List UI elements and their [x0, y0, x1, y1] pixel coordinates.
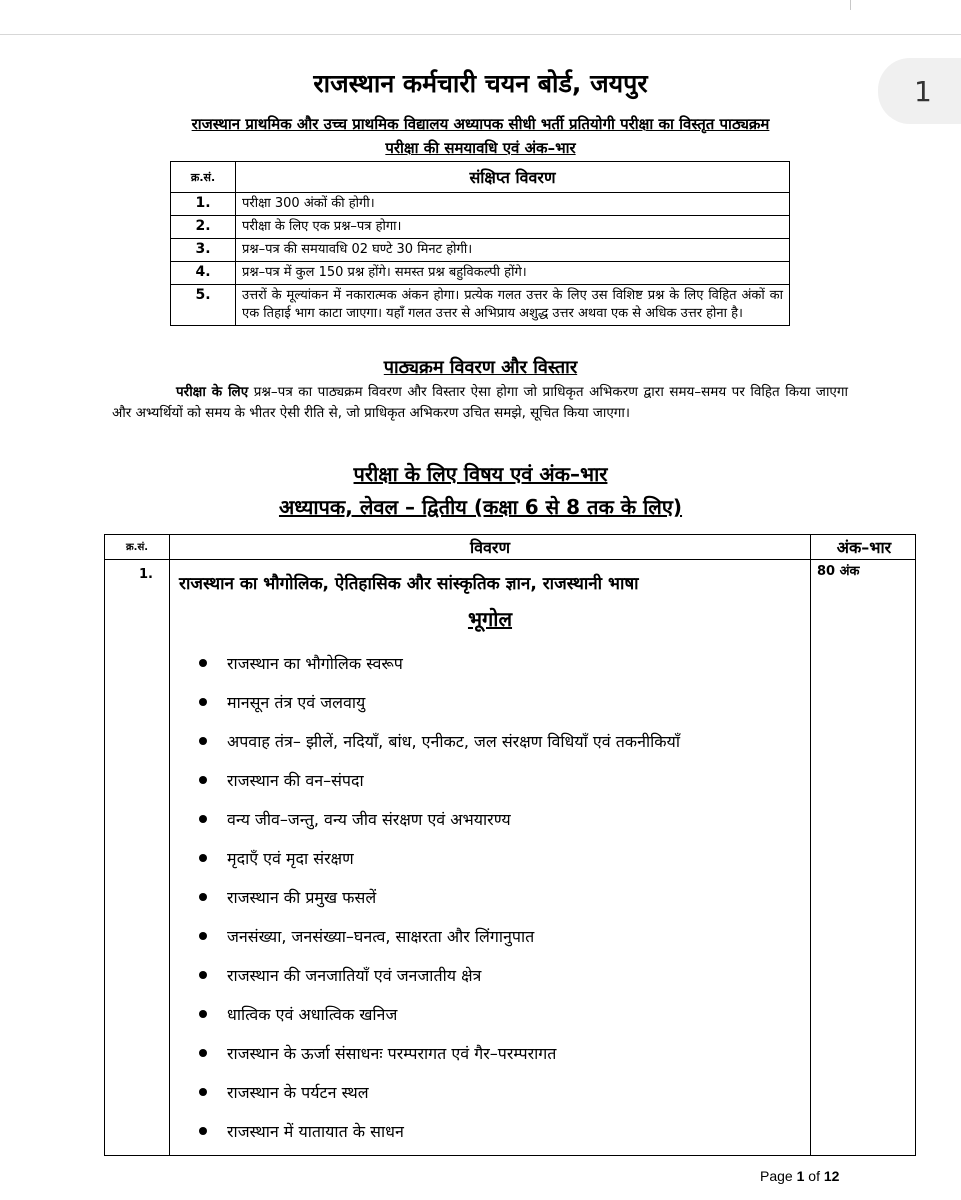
header-divider: [105, 559, 915, 560]
row-text: प्रश्न–पत्र में कुल 150 प्रश्न होंगे। समस्त प्रश्न बहुविकल्पी होंगे।: [236, 262, 790, 285]
footer-page-word: Page: [760, 1168, 797, 1184]
paragraph-body: प्रश्न–पत्र का पाठ्यक्रम विवरण और विस्तार ऐसा होगा जो प्राधिकृत अभिकरण द्वारा समय–समय पर विहित किया जाएगा और अभ्यर्थियों को समय के भीतर ऐसी रीति से, जो प्राधिकृत अभिकरण उचित समझे, सूचित किया जाएगा।: [112, 384, 848, 421]
row-text: प्रश्न–पत्र की समयावधि 02 घण्टे 30 मिनट होगी।: [236, 239, 790, 262]
row-serial: 1.: [171, 193, 236, 216]
bullet-icon: [199, 1127, 207, 1135]
table-row: [171, 216, 790, 239]
list-item: [199, 1111, 680, 1150]
exam-duration-heading: परीक्षा की समयावधि एवं अंक–भार: [385, 139, 576, 157]
level-heading: अध्यापक, लेवल – द्वितीय (कक्षा 6 से 8 तक के लिए): [278, 495, 683, 519]
toolbar-divider: [850, 0, 851, 10]
topic-text: राजस्थान की जनजातियाँ एवं जनजातीय क्षेत्र: [227, 965, 482, 985]
syllabus-heading: पाठ्यक्रम विवरण और विस्तार: [383, 357, 578, 378]
subject-title: राजस्थान का भौगोलिक, ऐतिहासिक और सांस्कृतिक ज्ञान, राजस्थानी भाषा: [179, 574, 639, 594]
table-row: [171, 285, 790, 326]
topic-text: राजस्थान की वन–संपदा: [227, 770, 364, 790]
list-item: [199, 955, 680, 994]
bullet-icon: [199, 893, 207, 901]
topic-text: राजस्थान की प्रमुख फसलें: [227, 887, 377, 907]
bullet-icon: [199, 1049, 207, 1057]
exam-title: राजस्थान प्राथमिक और उच्च प्राथमिक विद्यालय अध्यापक सीधी भर्ती प्रतियोगी परीक्षा का विस्तृत पाठ्यक्रम: [191, 115, 770, 133]
col-header-description: विवरण: [469, 538, 511, 557]
topic-text: मानसून तंत्र एवं जलवायु: [227, 692, 366, 712]
row-text: परीक्षा के लिए एक प्रश्न–पत्र होगा।: [236, 216, 790, 239]
bullet-icon: [199, 1088, 207, 1096]
page-footer: [760, 1168, 839, 1184]
table-row: [171, 239, 790, 262]
topic-text: मृदाएँ एवं मृदा संरक्षण: [227, 848, 354, 868]
bullet-icon: [199, 737, 207, 745]
column-divider: [810, 535, 811, 1155]
row-serial: 5.: [171, 285, 236, 326]
board-title: राजस्थान कर्मचारी चयन बोर्ड, जयपुर: [313, 69, 648, 98]
exam-pattern-table: [170, 161, 790, 326]
topic-text: वन्य जीव–जन्तु, वन्य जीव संरक्षण एवं अभयारण्य: [227, 809, 511, 829]
list-item: [199, 994, 680, 1033]
bullet-icon: [199, 1010, 207, 1018]
footer-page-number: 1: [796, 1168, 805, 1184]
toolbar-bottom-border: [0, 34, 961, 35]
list-item: [199, 1072, 680, 1111]
paragraph-lead: परीक्षा के लिए: [176, 384, 249, 400]
col-header-description: संक्षिप्त विवरण: [236, 162, 790, 193]
list-item: [199, 760, 680, 799]
list-item: [199, 643, 680, 682]
bullet-icon: [199, 698, 207, 706]
row-serial: 1.: [139, 567, 153, 582]
syllabus-table: [104, 534, 916, 1156]
table-row: [171, 262, 790, 285]
list-item: [199, 721, 680, 760]
subjects-heading: परीक्षा के लिए विषय एवं अंक–भार: [353, 462, 608, 486]
bullet-icon: [199, 659, 207, 667]
syllabus-paragraph: [112, 382, 848, 424]
topic-text: धात्विक एवं अधात्विक खनिज: [227, 1004, 398, 1024]
row-text: परीक्षा 300 अंकों की होगी।: [236, 193, 790, 216]
table-header-row: [171, 162, 790, 193]
bullet-icon: [199, 854, 207, 862]
footer-total-pages: 12: [823, 1168, 840, 1184]
bullet-icon: [199, 971, 207, 979]
topic-text: राजस्थान में यातायात के साधन: [227, 1121, 404, 1141]
topic-text: राजस्थान के पर्यटन स्थल: [227, 1082, 369, 1102]
geography-heading: भूगोल: [467, 607, 513, 631]
topic-text: अपवाह तंत्र– झीलें, नदियाँ, बांध, एनीकट, जल संरक्षण विधियाँ एवं तकनीकियाँ: [227, 731, 680, 751]
footer-of-word: of: [804, 1168, 824, 1184]
page-number-badge[interactable]: 1: [878, 58, 961, 124]
row-text: उत्तरों के मूल्यांकन में नकारात्मक अंकन होगा। प्रत्येक गलत उत्तर के लिए उस विशिष्ट प्रश्न के लिए विहित अंकों का एक तिहाई भाग काटा जाएगा। यहाँ गलत उत्तर से अभिप्राय अशुद्ध उत्तर अथवा एक से अधिक उत्तर होना है।: [236, 285, 790, 326]
bullet-icon: [199, 815, 207, 823]
bullet-icon: [199, 776, 207, 784]
list-item: [199, 799, 680, 838]
row-serial: 4.: [171, 262, 236, 285]
topic-text: जनसंख्या, जनसंख्या–घनत्व, साक्षरता और लिंगानुपात: [227, 926, 535, 946]
col-header-serial: क्र.सं.: [171, 162, 236, 193]
list-item: [199, 682, 680, 721]
row-serial: 2.: [171, 216, 236, 239]
topic-list: [199, 643, 680, 1150]
viewer-toolbar: [0, 0, 961, 28]
topic-text: राजस्थान के ऊर्जा संसाधनः परम्परागत एवं गैर–परम्परागत: [227, 1043, 557, 1063]
list-item: [199, 916, 680, 955]
col-header-serial: क्र.सं.: [125, 542, 149, 553]
bullet-icon: [199, 932, 207, 940]
col-header-marks: अंक–भार: [836, 538, 892, 557]
row-serial: 3.: [171, 239, 236, 262]
topic-text: राजस्थान का भौगोलिक स्वरूप: [227, 653, 403, 673]
table-row: [171, 193, 790, 216]
list-item: [199, 1033, 680, 1072]
list-item: [199, 838, 680, 877]
subject-marks: 80 अंक: [817, 564, 860, 579]
list-item: [199, 877, 680, 916]
